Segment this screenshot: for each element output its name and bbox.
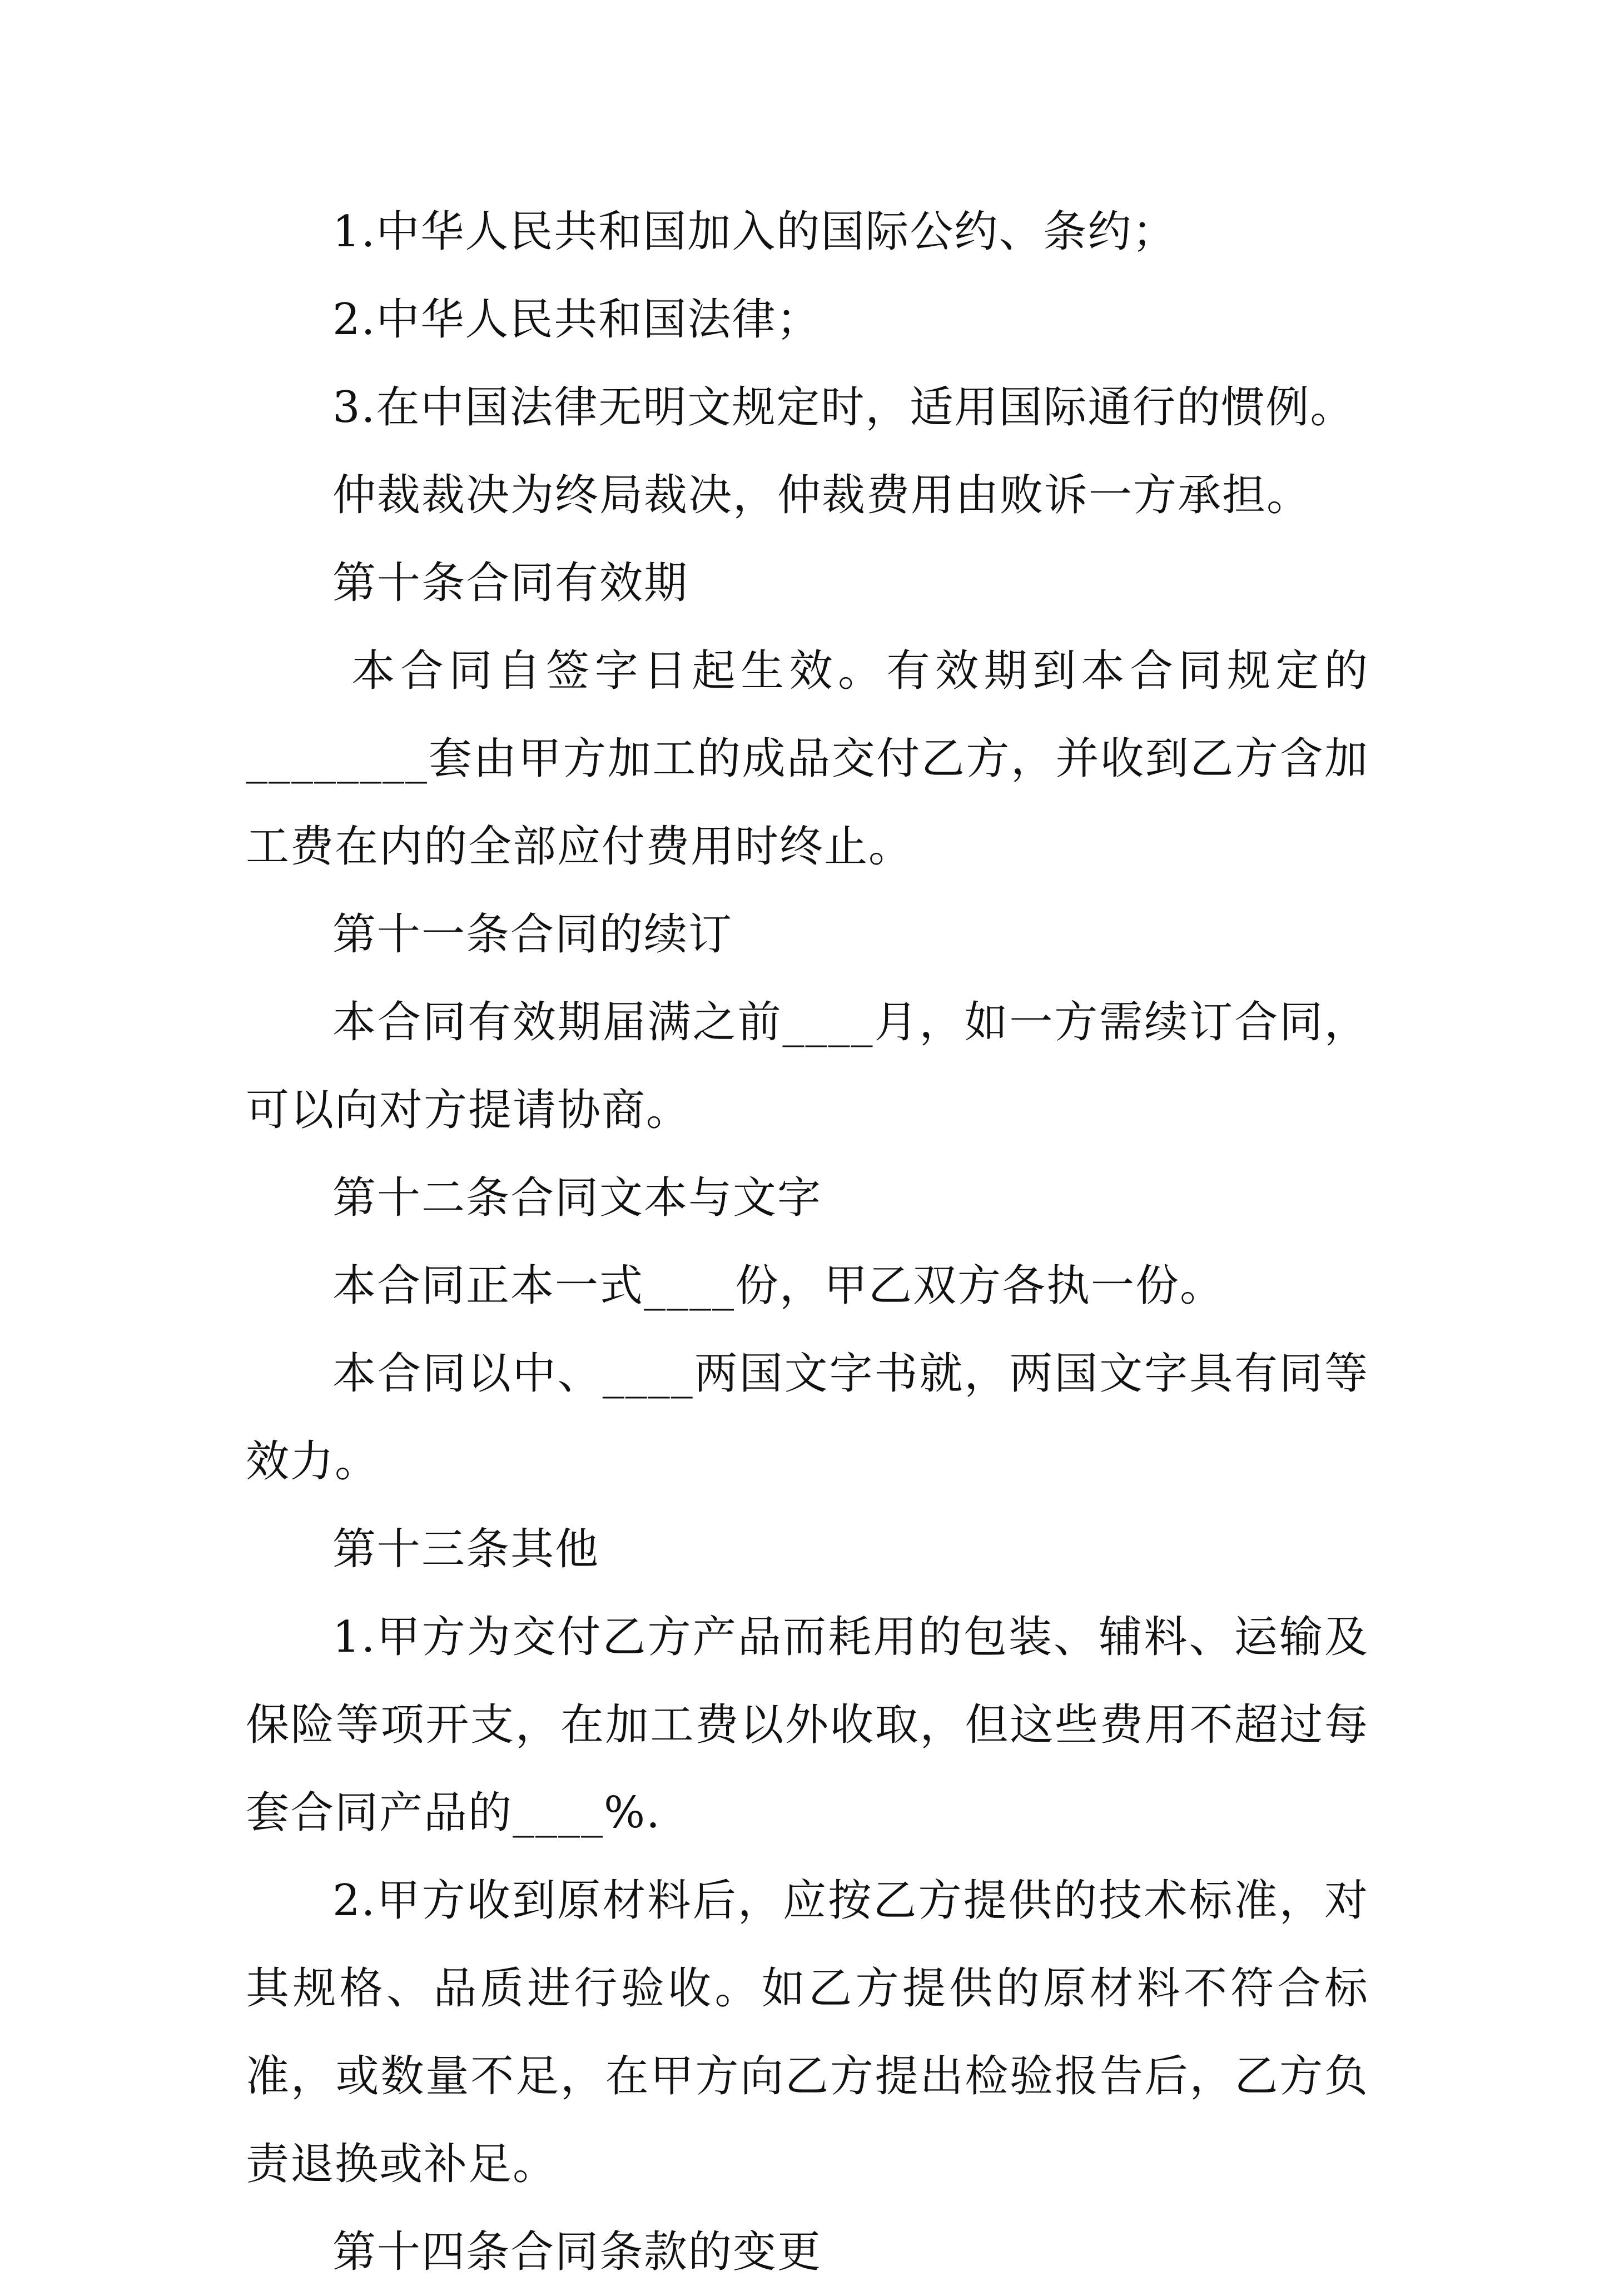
article-13-heading: 第十三条其他 (332, 1524, 600, 1574)
article-12-body-languages: 本合同以中、____两国文字书就，两国文字具有同等效力。 (246, 1349, 1369, 1487)
article-11-body: 本合同有效期届满之前____月，如一方需续订合同，可以向对方提请协商。 (246, 997, 1369, 1135)
article-12-body-copies: 本合同正本一式____份，甲乙双方各执一份。 (332, 1261, 1225, 1311)
article-11-heading: 第十一条合同的续订 (332, 910, 733, 960)
article-13-item-2: 2.甲方收到原材料后，应按乙方提供的技术标准，对其规格、品质进行验收。如乙方提供的原材料不符合标准，或数量不足，在甲方向乙方提出检验报告后，乙方负责退换或补足。 (246, 1876, 1369, 2189)
clause-item-1: 1.中华人民共和国加入的国际公约、条约； (332, 207, 1177, 257)
clause-item-3: 3.在中国法律无明文规定时，适用国际通行的惯例。 (332, 382, 1355, 433)
article-14-heading: 第十四条合同条款的变更 (332, 2227, 822, 2277)
article-10-heading: 第十条合同有效期 (332, 558, 689, 608)
arbitration-paragraph: 仲裁裁决为终局裁决，仲裁费用由败诉一方承担。 (332, 470, 1312, 520)
article-13-item-1: 1.甲方为交付乙方产品而耗用的包装、辅料、运输及保险等项开支，在加工费以外收取，但这些费用不超过每套合同产品的____%. (246, 1612, 1369, 1838)
document-body (246, 188, 1369, 2296)
article-12-heading: 第十二条合同文本与文字 (332, 1173, 822, 1223)
clause-item-2: 2.中华人民共和国法律； (332, 295, 821, 345)
article-10-body: 本合同自签字日起生效。有效期到本合同规定的________套由甲方加工的成品交付乙方，并收到乙方含加工费在内的全部应付费用时终止。 (246, 646, 1369, 872)
